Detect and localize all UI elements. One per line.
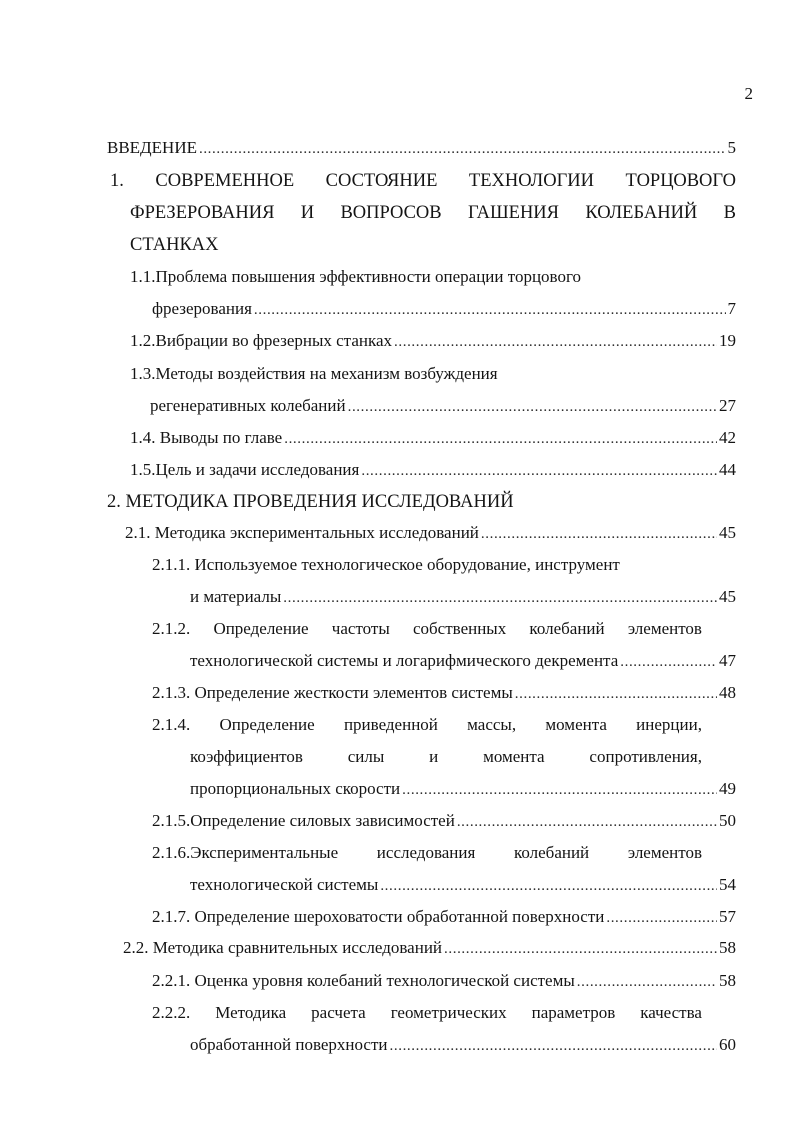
toc-page-number: 54 [719,875,736,894]
toc-entry-2-2-2 [190,1035,736,1056]
toc-entry-2-1-6 [190,875,736,896]
dot-leader [284,429,717,449]
dot-leader [348,397,717,417]
toc-page-number: 60 [719,1035,736,1054]
toc-entry-2-1-2 [190,651,736,672]
toc-word: момента [483,747,545,766]
toc-entry-title: фрезерования [152,299,252,318]
toc-page-number: 47 [719,651,736,670]
toc-word: силы [347,747,385,766]
toc-entry-1-2 [130,331,736,352]
toc-word: 2.2.2. [152,1003,191,1022]
toc-entry-title: 2.1.5.Определение силовых зависимостей [152,811,455,830]
toc-word: колебаний [529,619,605,638]
toc-page-number: 45 [719,587,736,606]
toc-page-number: 58 [719,938,736,957]
chapter-1-heading-line-3: СТАНКАХ [130,235,219,255]
dot-leader [444,939,717,959]
heading-word: СОВРЕМЕННОЕ [155,171,295,191]
toc-word: исследования [376,843,476,862]
heading-word: ВОПРОСОВ [340,203,442,223]
toc-word: Определение [213,619,309,638]
toc-entry-1-1 [152,299,736,320]
dot-leader [457,812,717,832]
toc-entry-2-1 [125,523,736,544]
toc-entry-intro [107,138,736,159]
toc-word: качества [640,1003,702,1022]
dot-leader [254,300,726,320]
toc-entry-title: 1.4. Выводы по главе [130,428,283,447]
dot-leader [606,908,717,928]
toc-word: приведенной [343,715,438,734]
toc-entry-2-1-7 [152,907,736,928]
toc-page-number: 19 [719,331,736,350]
toc-word: и [429,747,439,766]
toc-entry-1-3-line-1: 1.3.Методы воздействия на механизм возбуждения [130,364,498,383]
toc-entry-1-1-line-1: 1.1.Проблема повышения эффективности операции торцового [130,267,582,286]
toc-page-number: 49 [719,779,736,798]
toc-entry-2-1-5 [152,811,736,832]
heading-word: ТЕХНОЛОГИИ [468,171,594,191]
toc-page-number: 58 [719,971,736,990]
toc-entry-title: 2.1.7. Определение шероховатости обработанной поверхности [152,907,605,926]
toc-word: расчета [311,1003,366,1022]
toc-entry-1-3 [150,396,736,417]
toc-entry-title: пропорциональных скорости [190,779,401,798]
toc-word: геометрических [390,1003,507,1022]
toc-entry-2-1-1-line-1: 2.1.1. Используемое технологическое оборудование, инструмент [152,555,620,574]
chapter-1-heading-line-2 [130,203,736,223]
toc-word: Определение [219,715,315,734]
heading-word: ГАШЕНИЯ [467,203,560,223]
toc-word: массы, [467,715,517,734]
toc-word: элементов [627,843,702,862]
dot-leader [402,780,717,800]
toc-entry-2-1-2-line-1 [152,619,702,639]
toc-entry-title: технологической системы [190,875,379,894]
toc-entry-2-1-3 [152,683,736,704]
toc-entry-2-2-2-line-1 [152,1003,702,1023]
heading-word: СОСТОЯНИЕ [325,171,438,191]
toc-entry-2-1-4-line-1 [152,715,702,735]
dot-leader [481,524,717,544]
toc-word: инерции, [636,715,702,734]
toc-entry-2-1-4-line-2 [190,747,702,767]
toc-entry-2-2-1 [152,971,736,992]
toc-entry-1-4 [130,428,736,449]
toc-word: сопротивления, [589,747,702,766]
toc-entry-1-5 [130,460,736,481]
toc-entry-title: ВВЕДЕНИЕ [107,138,197,157]
toc-entry-title: 2.2.1. Оценка уровня колебаний технологической системы [152,971,575,990]
dot-leader [577,972,717,992]
heading-word: ФРЕЗЕРОВАНИЯ [130,203,275,223]
toc-word: момента [545,715,607,734]
dot-leader [361,461,717,481]
toc-word: 2.1.6.Экспериментальные [152,843,339,862]
toc-entry-title: 2.1. Методика экспериментальных исследований [125,523,479,542]
toc-entry-2-1-6-line-1 [152,843,702,863]
toc-entry-title: 1.5.Цель и задачи исследования [130,460,360,479]
toc-entry-2-1-4 [190,779,736,800]
toc-entry-title: 2.1.3. Определение жесткости элементов системы [152,683,513,702]
heading-word: И [300,203,315,223]
toc-entry-title: 2.2. Методика сравнительных исследований [123,938,443,957]
toc-entry-title: и материалы [190,587,282,606]
toc-page-number: 5 [727,138,736,157]
chapter-1-heading-line-1 [110,171,736,191]
toc-page-number: 42 [719,428,736,447]
toc-entry-title: 1.2.Вибрации во фрезерных станках [130,331,393,350]
toc-word: собственных [412,619,507,638]
toc-page-number: 48 [719,683,736,702]
toc-page-number: 44 [719,460,736,479]
toc-page-number: 50 [719,811,736,830]
dot-leader [394,332,717,352]
toc-page-number: 27 [719,396,736,415]
toc-entry-title: обработанной поверхности [190,1035,388,1054]
toc-entry-2-2 [123,938,736,959]
heading-word: 1. [110,171,124,191]
heading-word: ТОРЦОВОГО [625,171,736,191]
page-number: 2 [744,84,753,103]
toc-word: 2.1.4. [152,715,191,734]
heading-word: В [723,203,736,223]
dot-leader [199,139,726,159]
dot-leader [515,684,717,704]
toc-entry-2-1-1 [190,587,736,608]
toc-word: параметров [531,1003,616,1022]
toc-page-number: 7 [727,299,736,318]
chapter-2-heading: 2. МЕТОДИКА ПРОВЕДЕНИЯ ИССЛЕДОВАНИЙ [107,492,514,512]
toc-page-number: 45 [719,523,736,542]
dot-leader [390,1036,717,1056]
dot-leader [380,876,717,896]
toc-word: элементов [627,619,702,638]
toc-word: коэффициентов [190,747,303,766]
dot-leader [283,588,717,608]
toc-word: Методика [215,1003,287,1022]
dot-leader [620,652,717,672]
toc-word: 2.1.2. [152,619,191,638]
heading-word: КОЛЕБАНИЙ [585,203,698,223]
toc-word: колебаний [513,843,590,862]
toc-word: частоты [331,619,390,638]
toc-page-number: 57 [719,907,736,926]
toc-entry-title: регенеративных колебаний [150,396,346,415]
toc-entry-title: технологической системы и логарифмического декремента [190,651,619,670]
